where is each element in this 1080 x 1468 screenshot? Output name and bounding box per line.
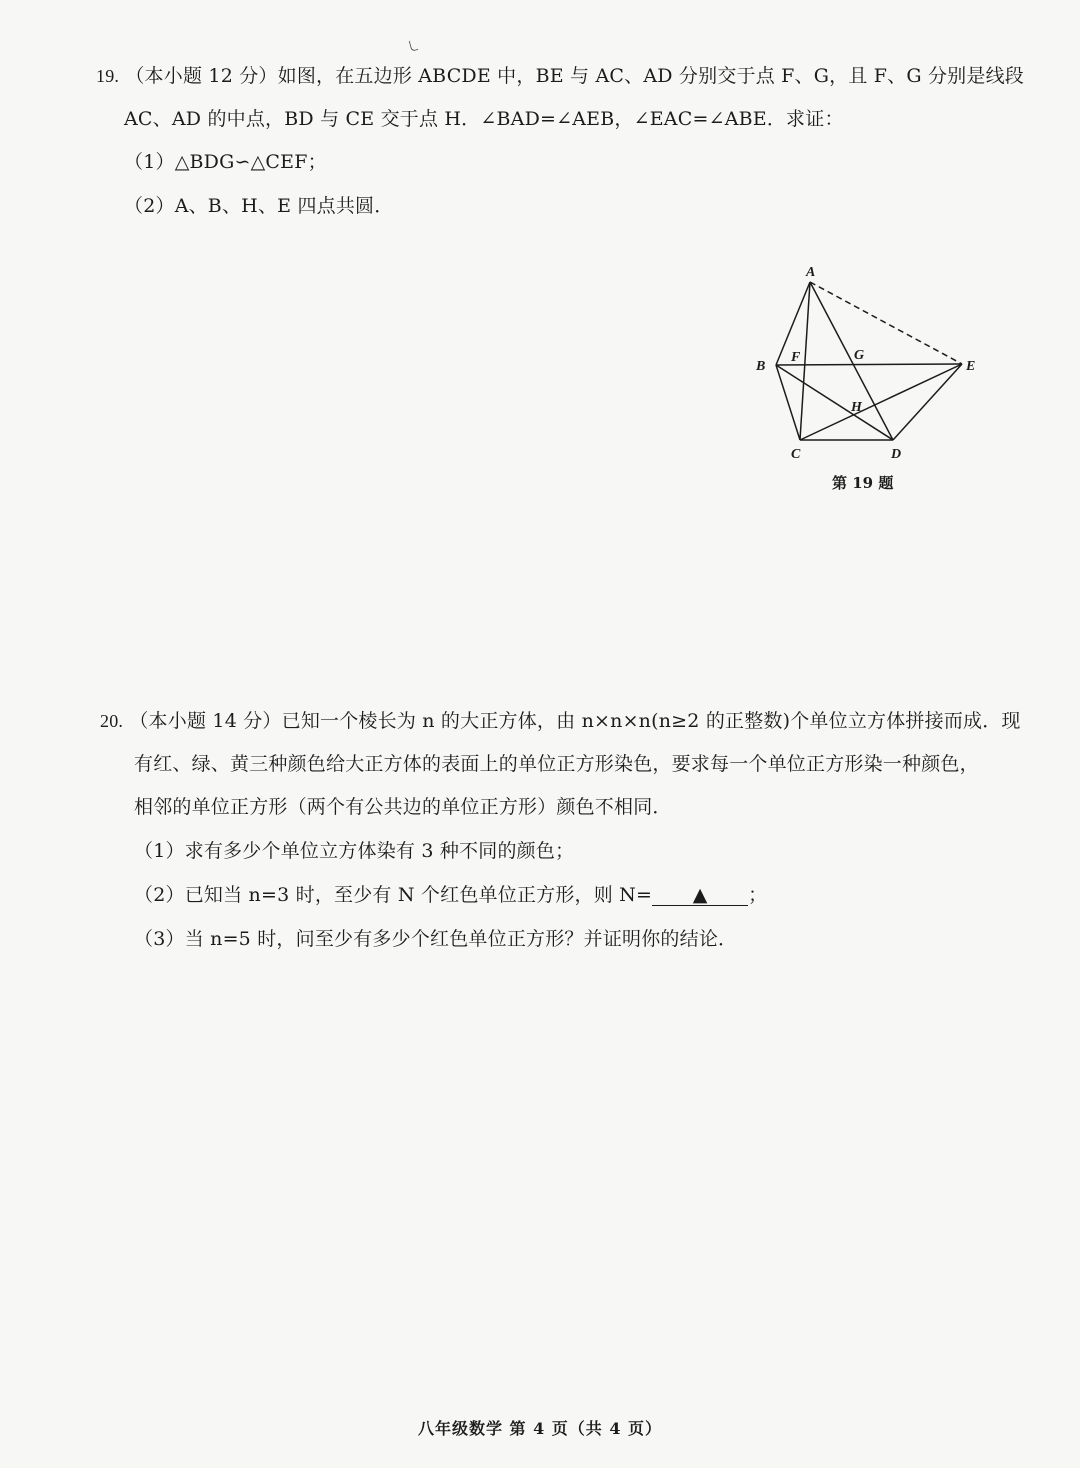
- q20-text-line1: （本小题 14 分）已知一个棱长为 n 的大正方体，由 n×n×n(n≥2 的正整数)个单位立方体拼接而成．现: [129, 710, 1021, 732]
- pentagon-diagram: [740, 262, 1000, 502]
- label-d: D: [891, 447, 902, 462]
- q19-line2: AC、AD 的中点，BD 与 CE 交于点 H．∠BAD=∠AEB，∠EAC=∠ABE．求证：: [124, 108, 844, 130]
- label-f: F: [791, 350, 801, 365]
- label-e: E: [966, 359, 976, 374]
- segment-ce: [800, 364, 962, 440]
- q20-part1: （1）求有多少个单位立方体染有 3 种不同的颜色；: [134, 840, 575, 862]
- segment-bd: [776, 365, 893, 440]
- q20-part2-text: （2）已知当 n=3 时，至少有 N 个红色单位正方形，则 N=: [134, 884, 653, 906]
- segment-bc: [776, 365, 800, 440]
- label-b: B: [756, 359, 766, 374]
- segment-ae: [810, 282, 962, 364]
- page-footer: 八年级数学 第 4 页（共 4 页）: [417, 1419, 663, 1438]
- q19-figure: [740, 262, 1000, 502]
- q20-part2-suffix: ；: [748, 884, 768, 906]
- q19-part2: （2）A、B、H、E 四点共圆．: [124, 195, 394, 217]
- label-g: G: [854, 348, 865, 363]
- q19-part1: （1）△BDG∽△CEF；: [124, 151, 327, 173]
- label-c: C: [791, 447, 801, 462]
- q20-number: 20.: [100, 711, 124, 731]
- answer-blank: ▲: [652, 885, 748, 906]
- q20-line2: 有红、绿、黄三种颜色给大正方体的表面上的单位正方形染色，要求每一个单位正方形染一种颜色，: [134, 753, 979, 775]
- q19-number: 19.: [96, 66, 120, 86]
- figure-caption: 第 19 题: [832, 474, 894, 492]
- ink-mark: [409, 39, 419, 51]
- q20-part3: （3）当 n=5 时，问至少有多少个红色单位正方形？并证明你的结论．: [134, 928, 738, 950]
- q19-line1: [96, 63, 1024, 89]
- q20-line1: [100, 708, 1021, 734]
- segment-ac: [800, 282, 810, 440]
- q19-text-line1: （本小题 12 分）如图，在五边形 ABCDE 中，BE 与 AC、AD 分别交于点 F、G，且 F、G 分别是线段: [125, 65, 1024, 87]
- segment-be: [776, 364, 962, 365]
- q20-line3: 相邻的单位正方形（两个有公共边的单位正方形）颜色不相同．: [134, 796, 672, 818]
- label-h: H: [851, 400, 862, 415]
- segment-de: [893, 364, 962, 440]
- label-a: A: [806, 265, 816, 280]
- q20-part2: [134, 882, 767, 908]
